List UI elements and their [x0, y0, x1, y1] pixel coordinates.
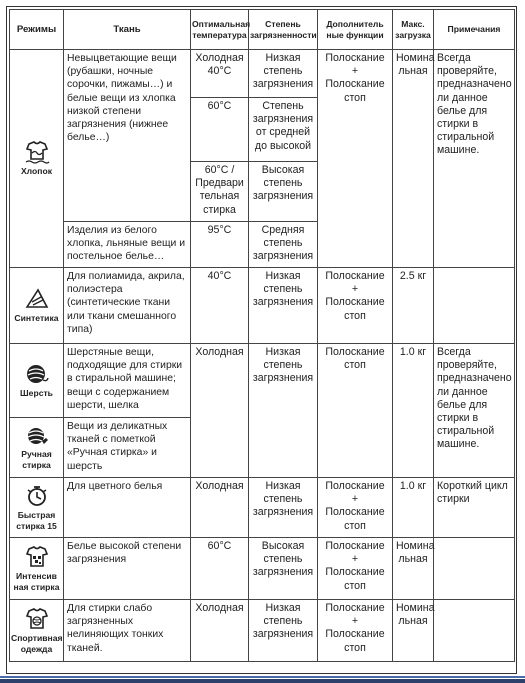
header-extra: Дополнитель ные функции	[318, 10, 393, 50]
synthetic-soil: Низкая степень загрязнения	[249, 268, 318, 344]
header-load: Макс. загрузка	[393, 10, 434, 50]
wool-extra: Полоскание стоп	[318, 344, 393, 478]
sport-notes	[434, 600, 515, 662]
mode-label: Синтетика	[14, 313, 59, 324]
intensive-notes	[434, 538, 515, 600]
header-mode: Режимы	[10, 10, 64, 50]
mode-cotton	[10, 50, 64, 268]
table-row	[10, 600, 515, 662]
synthetic-extra: Полоскание + Полоскание стоп	[318, 268, 393, 344]
sport-fabric: Для стирки слабо загрязненных нелиняющих тонких тканей.	[64, 600, 191, 662]
intensive-extra: Полоскание + Полоскание стоп	[318, 538, 393, 600]
sport-temp: Холодная	[191, 600, 249, 662]
cotton-extra: Полоскание + Полоскание стоп	[318, 50, 393, 268]
synthetic-temp: 40°C	[191, 268, 249, 344]
synthetic-load: 2.5 кг	[393, 268, 434, 344]
cotton-temp-4: 95°C	[191, 222, 249, 268]
wool-soil: Низкая степень загрязнения	[249, 344, 318, 478]
intensive-soil: Высокая степень загрязнения	[249, 538, 318, 600]
bottom-border	[0, 676, 525, 678]
cotton-fabric-2: Изделия из белого хлопка, льняные вещи и постельное белье…	[64, 222, 191, 268]
mode-label: Ручная стирка	[21, 449, 52, 470]
quick-fabric: Для цветного белья	[64, 478, 191, 538]
iron-triangle-icon	[24, 287, 50, 311]
header-notes: Примечания	[434, 10, 515, 50]
mode-label: Шерсть	[20, 388, 53, 399]
mode-wool	[10, 344, 64, 418]
table-row	[10, 344, 515, 418]
wool-ball-icon	[24, 362, 50, 386]
handwash-fabric: Вещи из деликатных тканей с пометкой «Ручная стирка» и шерсть	[64, 418, 191, 478]
quick-temp: Холодная	[191, 478, 249, 538]
wool-load: 1.0 кг	[393, 344, 434, 478]
mode-handwash	[10, 418, 64, 478]
hand-wash-icon	[24, 425, 50, 447]
cotton-temp-1: Холодная 40°C	[191, 50, 249, 98]
bottom-border-dark	[0, 679, 525, 683]
mode-label: Интенсив ная стирка	[13, 571, 60, 592]
table-row	[10, 478, 515, 538]
intensive-load: Номина льная	[393, 538, 434, 600]
cotton-soil-2: Степень загрязнения от средней до высокой	[249, 98, 318, 162]
sport-load: Номина льная	[393, 600, 434, 662]
table-row	[10, 50, 515, 98]
synthetic-fabric: Для полиамида, акрила, полиэстера (синтетические ткани или ткани смешанного типа)	[64, 268, 191, 344]
header-soil: Степень загрязненности	[249, 10, 318, 50]
quick-notes: Короткий цикл стирки	[434, 478, 515, 538]
wool-fabric: Шерстяные вещи, подходящие для стирки в стиральной машине; вещи с содержанием шерсти, шелка	[64, 344, 191, 418]
cotton-temp-3: 60°C /Предвари тельная стирка	[191, 162, 249, 222]
intensive-temp: 60°C	[191, 538, 249, 600]
header-fabric: Ткань	[64, 10, 191, 50]
synthetic-notes	[434, 268, 515, 344]
table-row	[10, 268, 515, 344]
cotton-soil-4: Средняя степень загрязнения	[249, 222, 318, 268]
mode-intensive	[10, 538, 64, 600]
mode-sport	[10, 600, 64, 662]
mode-label: Быстрая стирка 15	[16, 510, 57, 531]
cotton-soil-3: Высокая степень загрязнения	[249, 162, 318, 222]
intensive-fabric: Белье высокой степени загрязнения	[64, 538, 191, 600]
wool-notes: Всегда проверяйте, предназначено ли данное белье для стирки в стиральной машине.	[434, 344, 515, 478]
quick-soil: Низкая степень загрязнения	[249, 478, 318, 538]
cotton-load: Номина льная	[393, 50, 434, 268]
wash-programs-table	[9, 9, 515, 662]
quick-load: 1.0 кг	[393, 478, 434, 538]
sport-extra: Полоскание + Полоскание стоп	[318, 600, 393, 662]
sport-soil: Низкая степень загрязнения	[249, 600, 318, 662]
tshirt-stain-icon	[24, 545, 50, 569]
mode-synthetic	[10, 268, 64, 344]
sport-ball-icon	[24, 607, 50, 631]
quick-extra: Полоскание + Полоскание стоп	[318, 478, 393, 538]
wool-temp: Холодная	[191, 344, 249, 478]
cotton-temp-2: 60°C	[191, 98, 249, 162]
cotton-shirt-icon	[24, 140, 50, 164]
cotton-soil-1: Низкая степень загрязнения	[249, 50, 318, 98]
mode-label: Хлопок	[20, 166, 53, 177]
mode-quick	[10, 478, 64, 538]
header-temperature: Оптимальная температура	[191, 10, 249, 50]
cotton-fabric-1: Невыцветающие вещи (рубашки, ночные сорочки, пижамы…) и белые вещи из хлопка низкой степени загрязнения (нижнее белье…)	[64, 50, 191, 222]
mode-label: Спортивная одежда	[11, 633, 63, 654]
cotton-notes: Всегда проверяйте, предназначено ли данное белье для стирки в стиральной машине.	[434, 50, 515, 268]
stopwatch-icon	[24, 484, 50, 508]
header-row	[10, 10, 515, 50]
table-row	[10, 538, 515, 600]
